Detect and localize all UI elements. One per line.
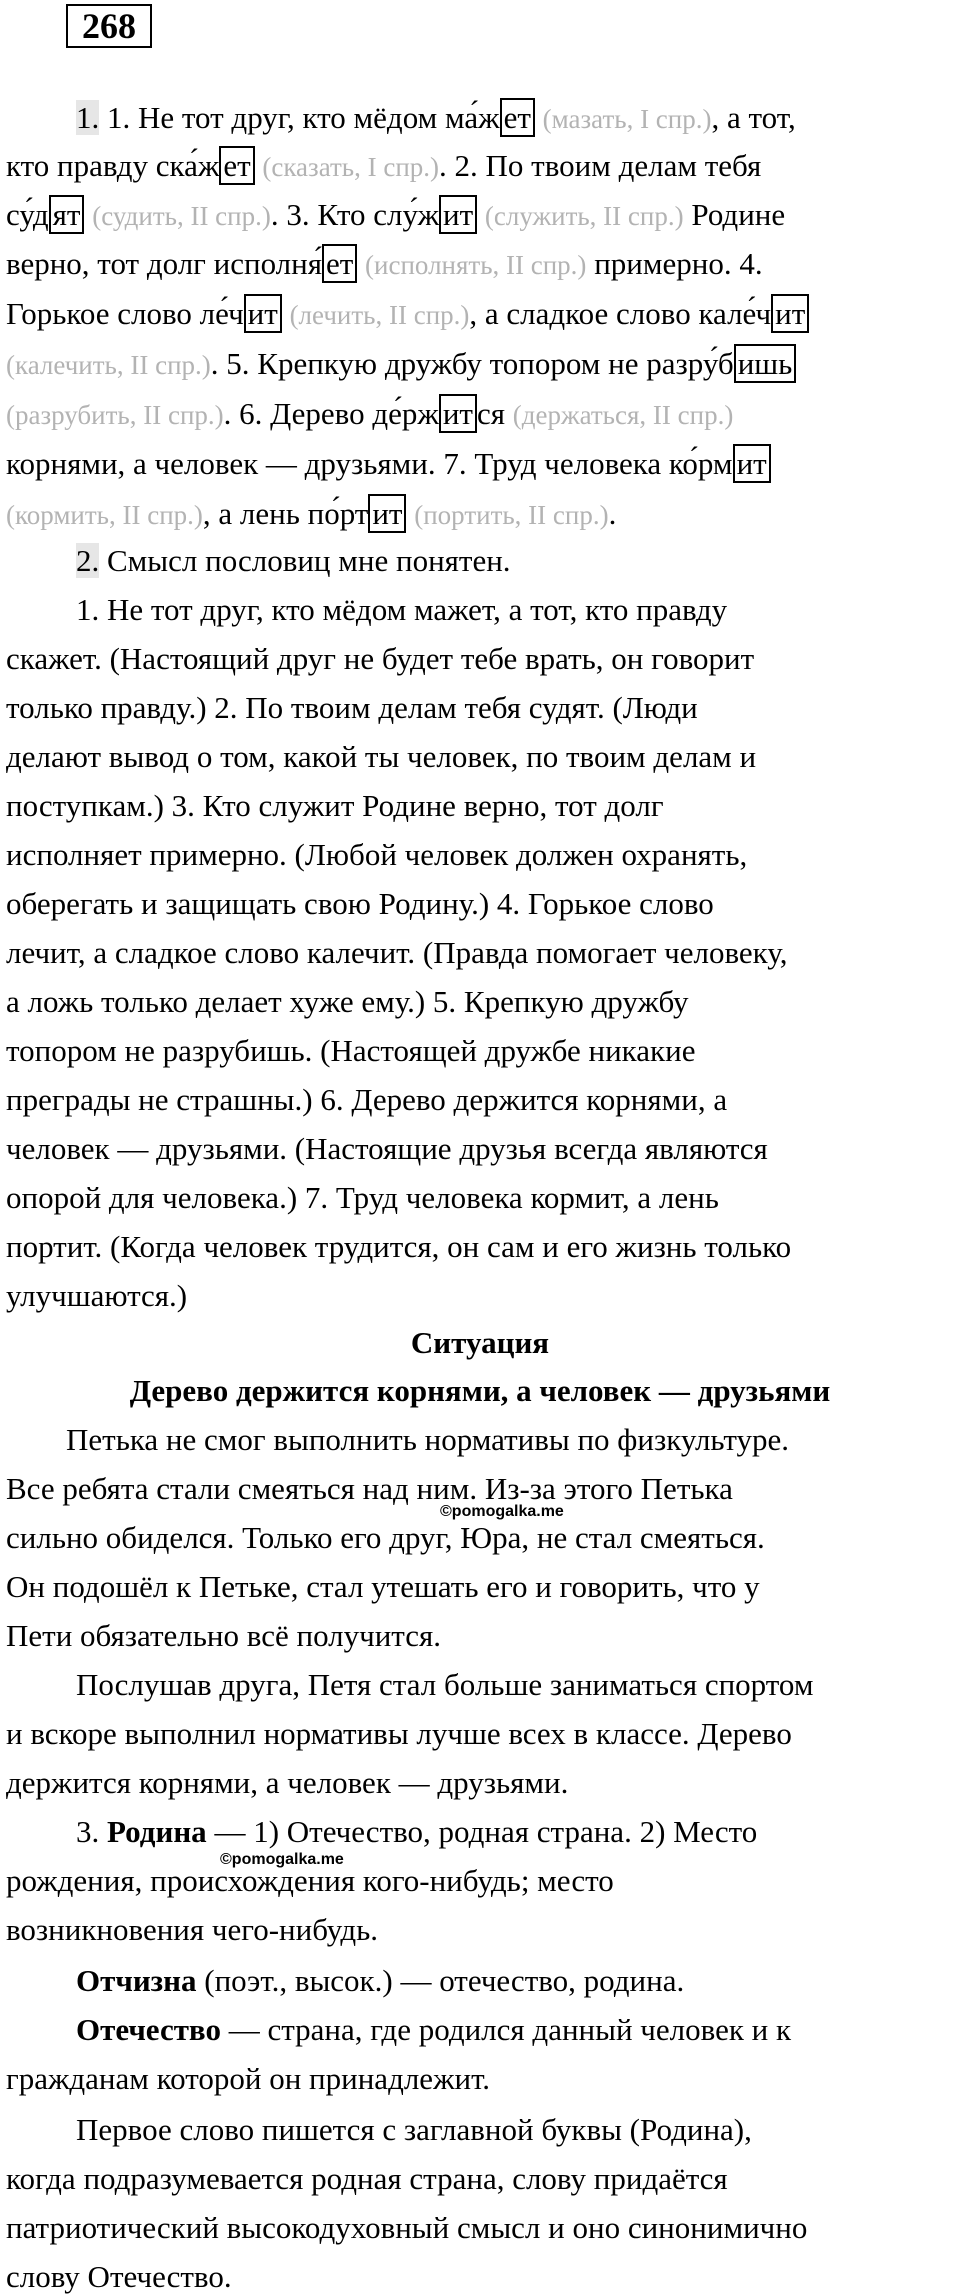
text: Смысл пословиц мне понятен. [99, 543, 511, 578]
situation-line: и вскоре выполнил нормативы лучше всех в классе. Дерево [6, 1716, 792, 1751]
hint: (мазать, I спр.) [542, 104, 712, 134]
text: — страна, где родился данный человек и к [220, 2012, 792, 2047]
term-rodina: Родина [107, 1814, 207, 1849]
part2-line: скажет. (Настоящий друг не будет тебе врать, он говорит [6, 641, 755, 676]
text: Родине [683, 197, 786, 232]
text: Ситуация [410, 1325, 550, 1360]
text: примерно. 4. [586, 246, 763, 281]
ending-box: ит [439, 394, 477, 433]
ending-box: ишь [734, 344, 797, 383]
text: . [608, 496, 617, 531]
ending-box: ит [439, 195, 477, 234]
part2-line: улучшаются.) [6, 1278, 188, 1313]
ending-box: ет [500, 98, 535, 137]
ending-box: ит [733, 444, 771, 483]
part2-line: человек — друзьями. (Настоящие друзья всегда являются [6, 1131, 768, 1166]
part3-line-6: гражданам которой он принадлежит. [6, 2061, 491, 2096]
hint: (служить, II спр.) [484, 201, 684, 231]
part1-line-6 [6, 346, 796, 383]
text: . 6. Дерево де́рж [223, 396, 439, 431]
part2-marker: 2. [76, 543, 100, 578]
part2-line: лечит, а сладкое слово калечит. (Правда помогает человеку, [6, 935, 788, 970]
part2-line: поступкам.) 3. Кто служит Родине верно, тот долг [6, 788, 664, 823]
part3-line-5 [76, 2012, 791, 2048]
text: — 1) Отечество, родная страна. 2) Место [206, 1814, 758, 1849]
part2-line: 1. Не тот друг, кто мёдом мажет, а тот, кто правду [76, 592, 728, 627]
part2-line: делают вывод о том, какой ты человек, по твоим делам и [6, 739, 757, 774]
situation-line: сильно обиделся. Только его друг, Юра, не стал смеяться. [6, 1520, 765, 1555]
situation-line: Петька не смог выполнить нормативы по физкультуре. [66, 1422, 790, 1457]
text: . 3. Кто слу́ж [270, 197, 439, 232]
part1-line-7 [6, 396, 733, 433]
hint: (разрубить, II спр.) [6, 400, 224, 430]
text: корнями, а человек — друзьями. 7. Труд человека ко́рм [6, 446, 733, 481]
situation-line: держится корнями, а человек — друзьями. [6, 1765, 569, 1800]
situation-line: Он подошёл к Петьке, стал утешать его и говорить, что у [6, 1569, 760, 1604]
hint: (судить, II спр.) [92, 201, 271, 231]
text: Горькое слово ле́ч [6, 296, 244, 331]
ending-box: ит [368, 494, 406, 533]
situation-subheading [0, 1373, 960, 1409]
text: Дерево держится корнями, а человек — друзьями [129, 1373, 831, 1408]
part3-line-1 [76, 1814, 757, 1850]
hint: (кормить, II спр.) [6, 500, 203, 530]
ending-box: ет [219, 146, 254, 185]
part1-line-3 [6, 197, 785, 234]
hint: (лечить, II спр.) [289, 300, 470, 330]
hint: (держаться, II спр.) [512, 400, 734, 430]
exercise-number: 268 [66, 4, 152, 48]
situation-line: Послушав друга, Петя стал больше заниматься спортом [76, 1667, 814, 1702]
situation-line: Пети обязательно всё получится. [6, 1618, 441, 1653]
text: ся [476, 396, 505, 431]
text: . 2. По твоим делам тебя [439, 148, 762, 183]
part2-line: опорой для человека.) 7. Труд человека кормит, а лень [6, 1180, 719, 1215]
text: верно, тот долг исполня́ [6, 246, 322, 281]
part2-intro [76, 543, 511, 579]
text: су́д [6, 197, 49, 232]
hint: (калечить, II спр.) [6, 350, 211, 380]
part1-line-9 [6, 496, 616, 533]
part2-line: преграды не страшны.) 6. Дерево держится корнями, а [6, 1082, 728, 1117]
term-otechestvo: Отечество [76, 2012, 221, 2047]
part2-line: только правду.) 2. По твоим делам тебя судят. (Люди [6, 690, 698, 725]
term-otchizna: Отчизна [76, 1963, 197, 1998]
ending-box: ят [49, 195, 85, 234]
watermark: ©pomogalka.me [220, 1851, 344, 1868]
part1-line-2 [6, 148, 761, 185]
situation-line: Все ребята стали смеяться над ним. Из-за этого Петька [6, 1471, 733, 1506]
part2-line: а ложь только делает хуже ему.) 5. Крепкую дружбу [6, 984, 689, 1019]
part1-marker: 1. [76, 100, 100, 135]
ending-box: ит [244, 294, 282, 333]
part1-line-1 [76, 100, 796, 137]
part2-line: исполняет примерно. (Любой человек должен охранять, [6, 837, 748, 872]
hint: (портить, II спр.) [414, 500, 609, 530]
watermark: ©pomogalka.me [440, 1503, 564, 1520]
text: 1. Не тот друг, кто мёдом ма́ж [107, 100, 500, 135]
situation-heading [0, 1325, 960, 1361]
part3-line-3: возникновения чего-нибудь. [6, 1912, 378, 1947]
hint: (исполнять, II спр.) [365, 250, 587, 280]
text: . 5. Крепкую дружбу топором не разру́б [210, 346, 734, 381]
text: 3. [76, 1814, 107, 1849]
part1-line-8 [6, 446, 771, 482]
part3-line: когда подразумевается родная страна, слову придаётся [6, 2161, 728, 2196]
part3-line-2: рождения, происхождения кого-нибудь; место [6, 1863, 614, 1898]
part2-line: оберегать и защищать свою Родину.) 4. Горькое слово [6, 886, 714, 921]
ending-box: ит [771, 294, 809, 333]
part3-line: патриотический высокодуховный смысл и оно синонимично [6, 2210, 808, 2245]
ending-box: ет [322, 244, 357, 283]
text: кто правду ска́ж [6, 148, 220, 183]
part1-line-5 [6, 296, 809, 333]
part1-line-4 [6, 246, 763, 283]
text: (поэт., высок.) — отечество, родина. [196, 1963, 685, 1998]
hint: (сказать, I спр.) [262, 152, 440, 182]
text: , а лень по́рт [202, 496, 369, 531]
text: , а тот, [711, 100, 796, 135]
part3-line: Первое слово пишется с заглавной буквы (Родина), [76, 2112, 752, 2147]
part3-line-4 [76, 1963, 684, 1999]
text: , а сладкое слово кале́ч [469, 296, 772, 331]
part3-line: слову Отечество. [6, 2259, 232, 2294]
part2-line: топором не разрубишь. (Настоящей дружбе никакие [6, 1033, 696, 1068]
part2-line: портит. (Когда человек трудится, он сам и его жизнь только [6, 1229, 792, 1264]
